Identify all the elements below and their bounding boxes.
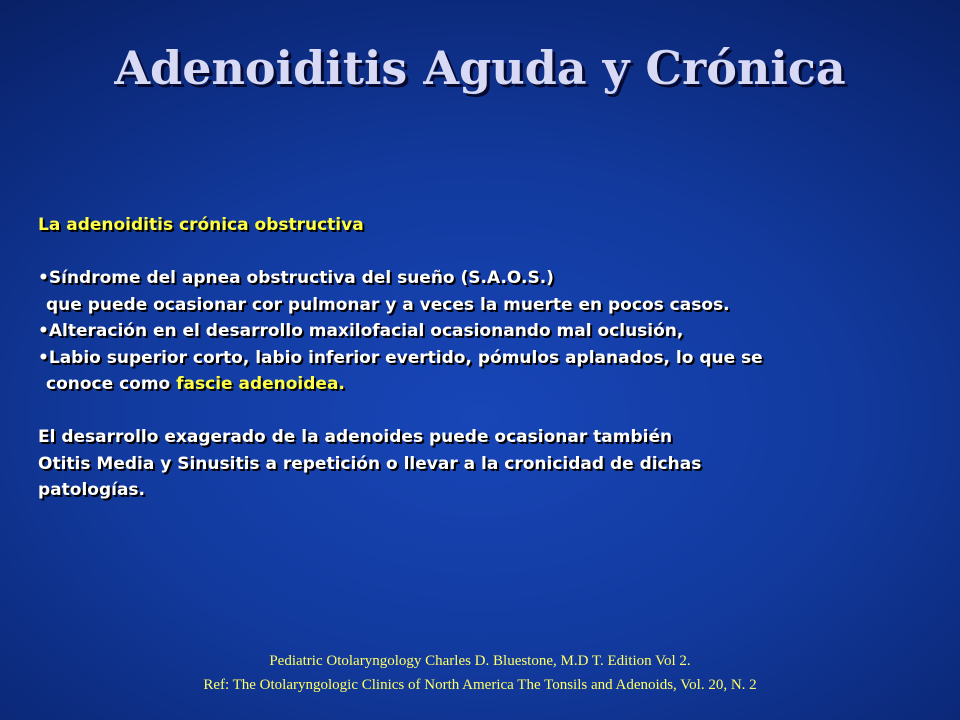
bullet-icon: •	[38, 321, 49, 341]
bullet-icon: •	[38, 268, 49, 288]
bullet-continuation: que puede ocasionar cor pulmonar y a veces la muerte en pocos casos.	[46, 294, 730, 315]
bullet-text: Labio superior corto, labio inferior evertido, pómulos aplanados, lo que se	[48, 347, 763, 368]
bullet-item-labio	[38, 345, 943, 372]
bullet-text: Alteración en el desarrollo maxilofacial ocasionando mal oclusión,	[48, 321, 684, 341]
section-heading: La adenoiditis crónica obstructiva	[38, 215, 364, 235]
slide-title: Adenoiditis Aguda y Crónica	[114, 41, 846, 95]
paragraph-line: patologías.	[38, 480, 145, 500]
spacer	[38, 239, 943, 266]
bullet-icon: •	[38, 347, 49, 368]
bullet-text: Síndrome del apnea obstructiva del sueño (S.A.O.S.)	[48, 268, 554, 288]
bullet-item-saos	[38, 265, 943, 292]
paragraph-line: El desarrollo exagerado de la adenoides puede ocasionar también	[38, 427, 673, 447]
highlight-term: fascie adenoidea.	[176, 374, 345, 394]
bullet-continuation	[38, 371, 943, 398]
bullet-item-maxilofacial	[38, 318, 943, 345]
spacer	[38, 398, 943, 425]
reference-line: Pediatric Otolaryngology Charles D. Bluestone, M.D T. Edition Vol 2.	[269, 653, 691, 669]
reference-line: Ref: The Otolaryngologic Clinics of North America The Tonsils and Adenoids, Vol. 20, N. 2	[203, 677, 757, 693]
paragraph-line: Otitis Media y Sinusitis a repetición o llevar a la cronicidad de dichas	[38, 453, 702, 474]
bullet-continuation-text: conoce como	[46, 374, 177, 394]
slide-body	[38, 212, 943, 504]
